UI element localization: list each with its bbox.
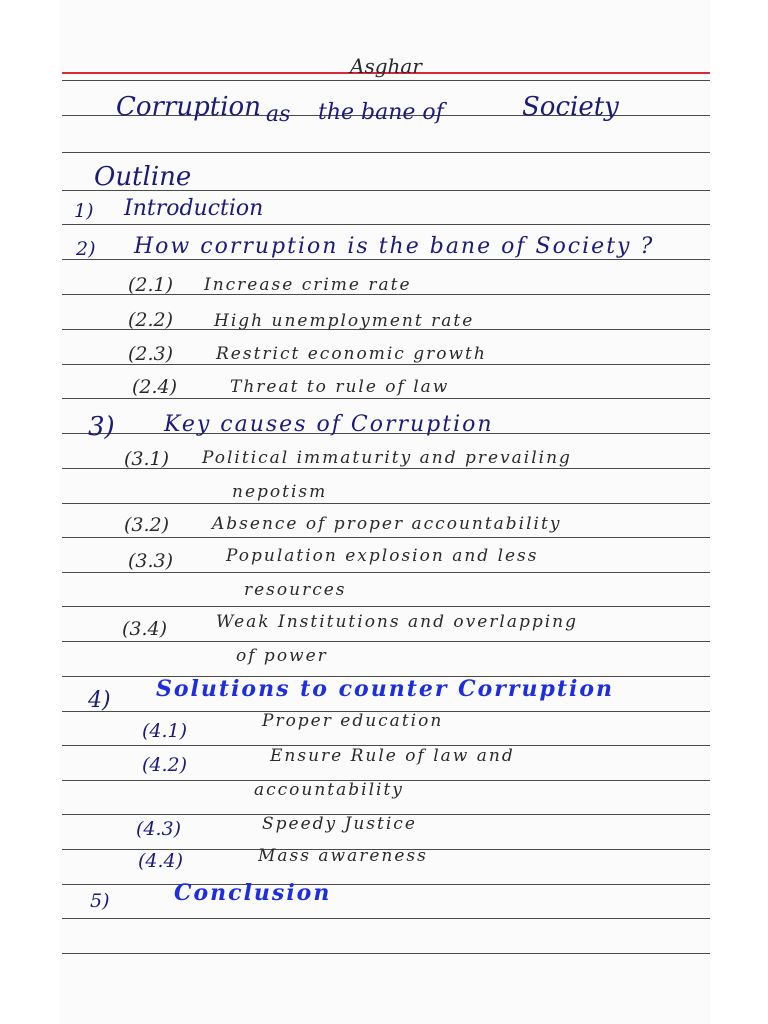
ruled-line <box>62 398 710 399</box>
sub-item-text: Threat to rule of law <box>230 377 450 397</box>
sub-item-continuation: resources <box>244 580 347 600</box>
sub-item-number: (2.2) <box>128 309 174 331</box>
sub-item-text: Ensure Rule of law and <box>270 746 515 766</box>
item-conclusion: Conclusion <box>174 880 332 906</box>
sub-item-number: (3.4) <box>122 618 168 640</box>
ruled-line <box>62 884 710 885</box>
ruled-line <box>62 80 710 81</box>
title-word-as: as <box>266 102 291 127</box>
sub-item-text: Restrict economic growth <box>216 344 487 364</box>
ruled-line <box>62 503 710 504</box>
ruled-line <box>62 572 710 573</box>
ruled-line <box>62 537 710 538</box>
ruled-line <box>62 641 710 642</box>
sub-item-text: Political immaturity and prevailing <box>202 448 572 468</box>
item-solutions: Solutions to counter Corruption <box>156 676 615 702</box>
title-word-corruption: Corruption <box>116 92 261 122</box>
item-number: 3) <box>88 412 115 442</box>
ruled-line <box>62 152 710 153</box>
ruled-line <box>62 259 710 260</box>
ruled-line <box>62 224 710 225</box>
item-how-corruption: How corruption is the bane of Society ? <box>134 234 655 259</box>
sub-item-continuation: of power <box>236 646 328 666</box>
title-word-the-bane-of: the bane of <box>318 100 444 125</box>
ruled-line <box>62 606 710 607</box>
sub-item-text: Weak Institutions and overlapping <box>216 612 579 632</box>
sub-item-text: Increase crime rate <box>204 275 412 295</box>
item-number: 2) <box>76 238 96 260</box>
sub-item-continuation: nepotism <box>232 482 328 502</box>
title-word-society: Society <box>522 92 619 122</box>
sub-item-number: (4.2) <box>142 754 188 776</box>
item-number: 5) <box>90 890 110 912</box>
sub-item-number: (2.3) <box>128 343 174 365</box>
sub-item-number: (4.4) <box>138 850 184 872</box>
sub-item-number: (2.1) <box>128 274 174 296</box>
sub-item-text: Mass awareness <box>258 846 428 866</box>
ruled-line <box>62 918 710 919</box>
outline-heading: Outline <box>94 162 192 192</box>
sub-item-text: Population explosion and less <box>226 546 539 566</box>
item-number: 4) <box>88 688 111 713</box>
sub-item-number: (2.4) <box>132 376 178 398</box>
item-number: 1) <box>74 200 94 222</box>
sub-item-text: Speedy Justice <box>262 814 417 834</box>
sub-item-number: (4.3) <box>136 818 182 840</box>
sub-item-text: Proper education <box>262 711 444 731</box>
item-introduction: Introduction <box>124 196 264 221</box>
item-key-causes: Key causes of Corruption <box>164 412 494 437</box>
sub-item-number: (3.2) <box>124 514 170 536</box>
sub-item-text: High unemployment rate <box>214 311 475 331</box>
sub-item-continuation: accountability <box>254 780 404 800</box>
sub-item-number: (4.1) <box>142 720 188 742</box>
sub-item-number: (3.1) <box>124 448 170 470</box>
sub-item-text: Absence of proper accountability <box>212 514 562 534</box>
author-name: Asghar <box>350 54 422 78</box>
ruled-line <box>62 953 710 954</box>
sub-item-number: (3.3) <box>128 550 174 572</box>
